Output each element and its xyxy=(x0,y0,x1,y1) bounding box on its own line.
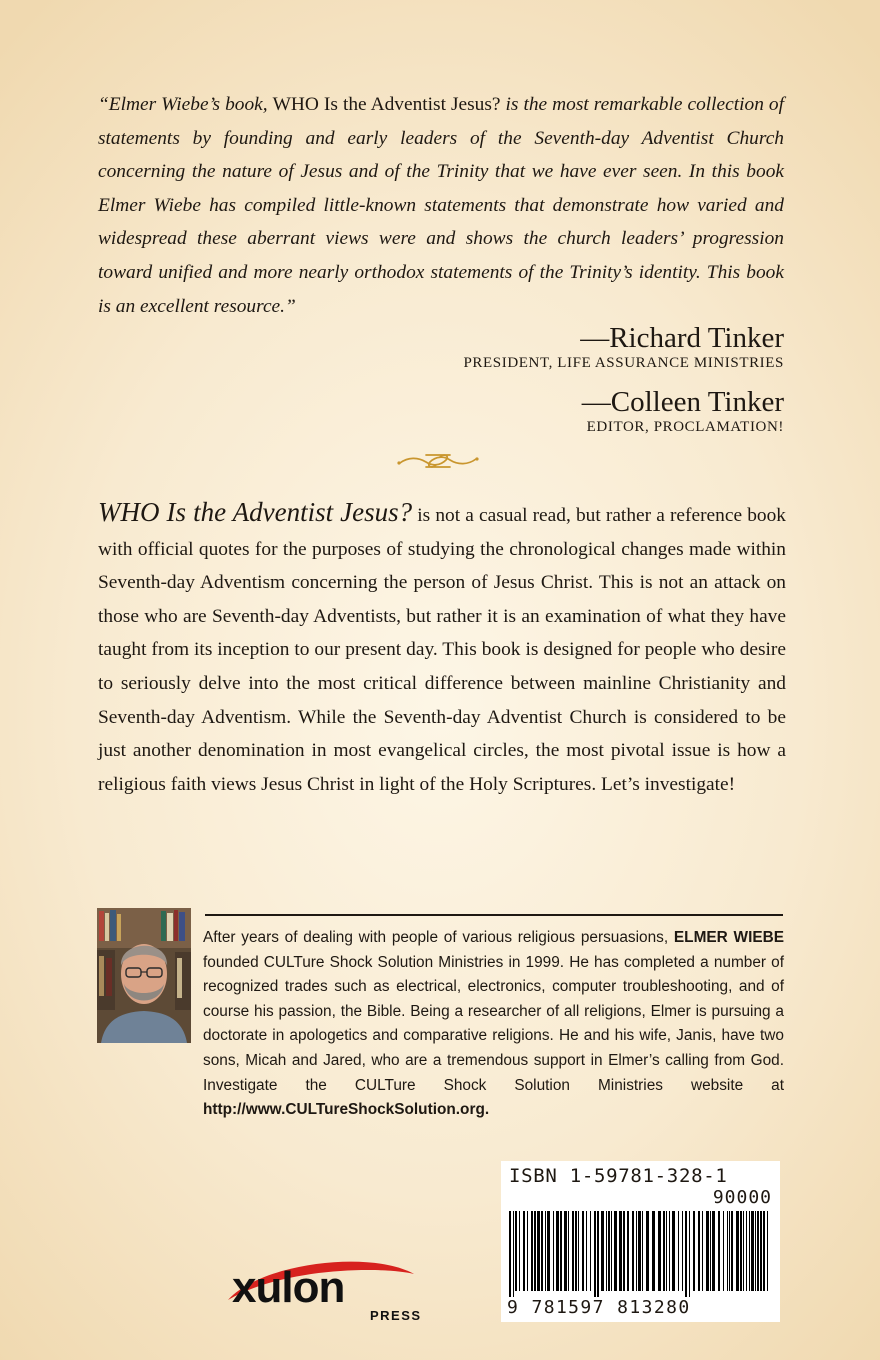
barcode-bar xyxy=(523,1211,525,1291)
barcode-bar xyxy=(702,1211,703,1291)
xulon-press-logo xyxy=(222,1256,422,1326)
barcode-bar xyxy=(541,1211,543,1291)
barcode-bar xyxy=(560,1211,562,1291)
barcode-bar xyxy=(601,1211,604,1291)
logo-wordmark: xulon xyxy=(232,1263,345,1312)
author-bio xyxy=(203,926,784,1123)
barcode-bar xyxy=(519,1211,520,1291)
barcode-bar xyxy=(669,1211,670,1291)
barcode-bar xyxy=(590,1211,591,1291)
bio-text-2: founded CULTure Shock Solution Ministries in 1999. He has completed a number of recognized trades such as electrical, electronics, computer troubleshooting, and of course his passion, the Bible. Being a researcher of all religions, Elmer is pursuing a doctorate in apologetics and comparative religions. He and his wife, Janis, have two sons, Micah and Jared, who are a tremendous support in Elmer’s calling from God. Investigate the CULTure Shock Solution Ministries website at xyxy=(203,953,784,1094)
barcode-bar xyxy=(736,1211,739,1291)
book-description xyxy=(98,496,786,801)
barcode-bar xyxy=(729,1211,730,1291)
barcode-bar xyxy=(509,1211,511,1297)
quote-open-mark: “ xyxy=(98,94,109,115)
attribution-name: —Colleen Tinker xyxy=(581,386,784,418)
barcode-bar xyxy=(594,1211,596,1297)
barcode-bar xyxy=(553,1211,554,1291)
barcode-bar xyxy=(693,1211,695,1291)
author-photo xyxy=(97,908,191,1043)
barcode-bar xyxy=(582,1211,584,1291)
barcode-bar xyxy=(611,1211,612,1291)
barcode-bar xyxy=(572,1211,574,1291)
barcode-bar xyxy=(513,1211,514,1297)
barcode-bar xyxy=(767,1211,768,1291)
barcode-bar xyxy=(534,1211,536,1291)
barcode-bar xyxy=(578,1211,579,1291)
description-book-title: WHO Is the Adventist Jesus? xyxy=(98,497,413,527)
barcode-bar xyxy=(527,1211,528,1291)
quote-text-1: Elmer Wiebe’s book, xyxy=(108,94,273,115)
barcode-bar xyxy=(619,1211,622,1291)
ean-text: 9 781597 813280 xyxy=(507,1297,691,1318)
barcode-bar xyxy=(545,1211,546,1291)
attribution-richard xyxy=(463,322,784,372)
barcode-bar xyxy=(672,1211,675,1291)
attribution-title: PRESIDENT, LIFE ASSURANCE MINISTRIES xyxy=(463,355,784,371)
barcode-bar xyxy=(743,1211,744,1291)
barcode-bar xyxy=(757,1211,759,1291)
barcode-bar xyxy=(749,1211,750,1291)
barcode-bar xyxy=(636,1211,637,1291)
ornament-flourish-icon xyxy=(396,448,480,474)
barcode-bar xyxy=(547,1211,550,1291)
barcode-bar xyxy=(706,1211,709,1291)
price-code: 90000 xyxy=(712,1187,772,1208)
barcode-bar xyxy=(614,1211,617,1291)
logo-imprint: PRESS xyxy=(370,1308,422,1323)
barcode-bar xyxy=(723,1211,724,1291)
bio-divider xyxy=(205,914,783,916)
barcode-bar xyxy=(568,1211,569,1291)
barcode-bar xyxy=(760,1211,762,1291)
description-body: is not a casual read, but rather a reference book with official quotes for the purposes of studying the chronological changes made within Seventh-day Adventism concerning the person of Jesus Christ. This is not an attack on those who are Seventh-day Adventists, but rather it is an examination of what they have taught from its inception to our present day. This book is designed for people who desire to seriously delve into the most critical difference between mainline Christianity and Seventh-day Adventism. While the Seventh-day Adventist Church is considered to be just another denomination in most evangelical circles, the most pivotal issue is how a religious faith views Jesus Christ in light of the Holy Scriptures. Let’s investigate! xyxy=(98,505,786,795)
barcode-bar xyxy=(606,1211,607,1291)
barcode-bar xyxy=(740,1211,742,1291)
barcode-bar xyxy=(638,1211,641,1291)
barcode-bar xyxy=(731,1211,733,1291)
barcode-bar xyxy=(642,1211,643,1291)
barcode-bar xyxy=(632,1211,634,1291)
barcode-bar xyxy=(751,1211,754,1291)
barcode-bar xyxy=(623,1211,625,1291)
barcode-bar xyxy=(586,1211,587,1291)
endorsement-quote xyxy=(98,88,784,323)
barcode-bar xyxy=(646,1211,649,1291)
barcode-bar xyxy=(537,1211,540,1291)
barcode-bar xyxy=(718,1211,720,1291)
barcode-bar xyxy=(597,1211,599,1297)
isbn-barcode xyxy=(501,1161,780,1322)
barcode-bar xyxy=(682,1211,683,1291)
barcode-bar xyxy=(575,1211,577,1291)
barcode-bar xyxy=(608,1211,610,1291)
barcode-bar xyxy=(727,1211,728,1291)
attribution-title: EDITOR, PROCLAMATION! xyxy=(586,419,784,435)
quote-text-2: is the most remarkable collection of statements by founding and early leaders of the Seventh-day Adventist Church concerning the nature of Jesus and of the Trinity that we have ever seen. In this book Elmer Wiebe has compiled little-known statements that demonstrate how varied and widespread these aberrant views were and shows the church leaders’ progression toward unified and more nearly orthodox statements of the Trinity’s identity. This book is an excellent resource.” xyxy=(98,94,785,317)
barcode-bar xyxy=(685,1211,687,1297)
barcode-bar xyxy=(531,1211,533,1291)
attribution-name: —Richard Tinker xyxy=(580,322,784,354)
barcode-bar xyxy=(652,1211,655,1291)
barcode-bar xyxy=(746,1211,747,1291)
barcode-bar xyxy=(515,1211,517,1291)
barcode-bars xyxy=(507,1211,774,1297)
barcode-bar xyxy=(666,1211,667,1291)
barcode-bar xyxy=(627,1211,629,1291)
barcode-bar xyxy=(755,1211,756,1291)
bio-text-1: After years of dealing with people of various religious persuasions, xyxy=(203,929,674,946)
isbn-text: ISBN 1-59781-328-1 xyxy=(509,1165,728,1187)
barcode-bar xyxy=(710,1211,711,1291)
bio-author-name: ELMER WIEBE xyxy=(673,929,784,946)
barcode-bar xyxy=(763,1211,765,1291)
quote-book-title: WHO Is the Adventist Jesus? xyxy=(272,94,501,115)
barcode-bar xyxy=(698,1211,700,1291)
barcode-bar xyxy=(712,1211,715,1291)
barcode-bar xyxy=(556,1211,559,1291)
barcode-bar xyxy=(663,1211,665,1291)
barcode-bar xyxy=(678,1211,679,1291)
attribution-colleen xyxy=(582,386,784,436)
barcode-bar xyxy=(689,1211,690,1297)
barcode-bar xyxy=(658,1211,661,1291)
bio-website: http://www.CULTureShockSolution.org. xyxy=(203,1101,490,1119)
barcode-bar xyxy=(564,1211,567,1291)
